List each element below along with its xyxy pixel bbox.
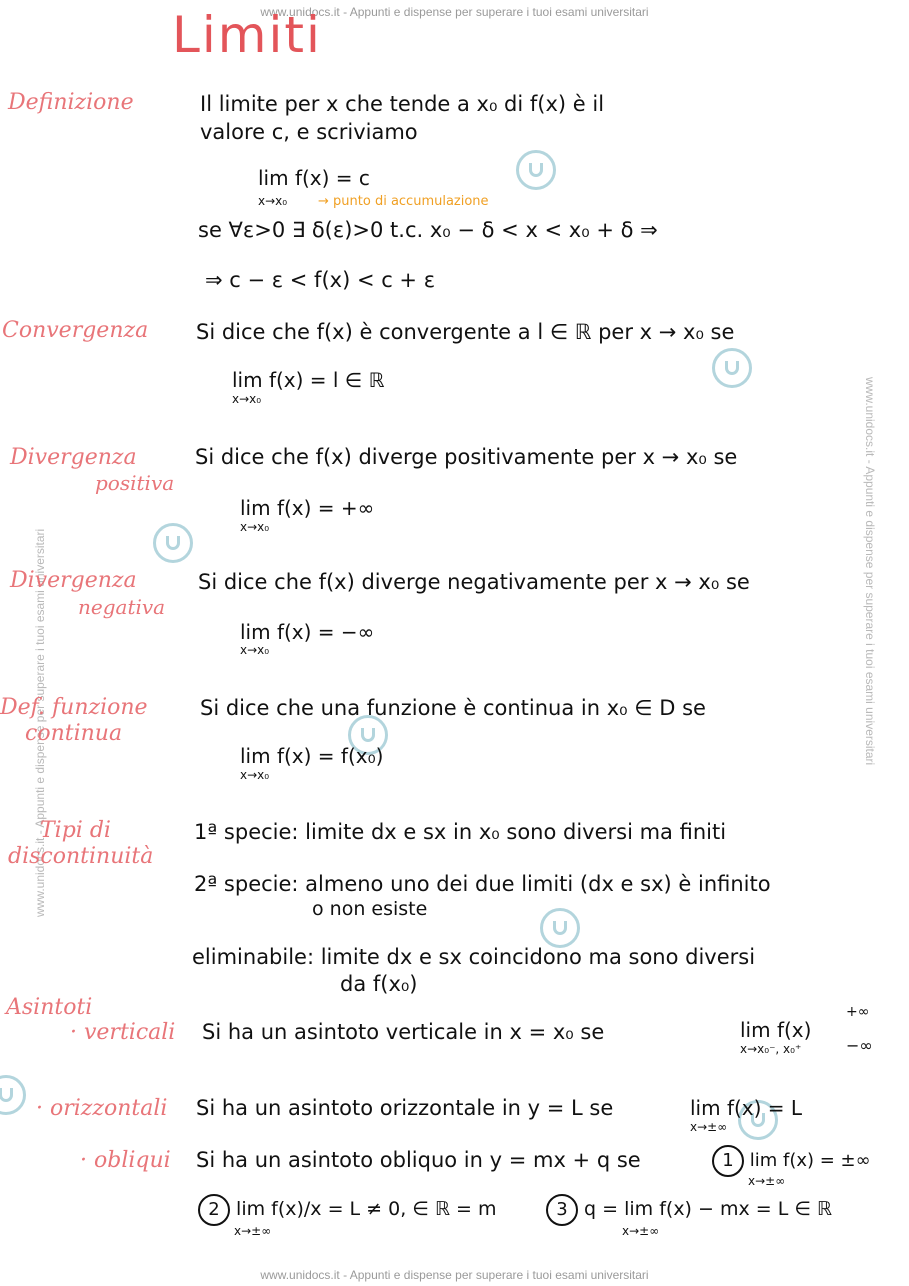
vert-minus: −∞ (846, 1036, 873, 1055)
circle-3: 3 (546, 1194, 578, 1226)
watermark-right: www.unidocs.it - Appunti e dispense per superare i tuoi esami universitari (863, 377, 877, 766)
oriz-formula: lim f(x) = L (690, 1096, 803, 1120)
label-div-pos-2: positiva (95, 471, 175, 495)
label-verticali: · verticali (70, 1020, 176, 1045)
def-line1: Il limite per x che tende a x₀ di f(x) è il (200, 92, 605, 116)
obl-cond1 (712, 1145, 871, 1177)
oriz-text: Si ha un asintoto orizzontale in y = L se (196, 1096, 614, 1120)
vert-plus: +∞ (846, 1004, 870, 1020)
def-formula-sub: x→x₀ (258, 194, 288, 208)
label-asintoti: Asintoti (6, 995, 93, 1020)
divpos-text: Si dice che f(x) diverge positivamente per x → x₀ se (195, 445, 738, 469)
conv-text: Si dice che f(x) è convergente a l ∈ ℝ per x → x₀ se (196, 320, 735, 344)
unidocs-logo-icon (540, 908, 580, 948)
conv-formula: lim f(x) = l ∈ ℝ (232, 368, 385, 392)
oriz-formula-sub: x→±∞ (690, 1120, 728, 1134)
obl-cond2 (198, 1194, 496, 1226)
def-annotation: → punto di accumulazione (318, 194, 489, 209)
watermark-left: www.unidocs.it - Appunti e dispense per superare i tuoi esami universitari (33, 528, 47, 917)
label-obliqui: · obliqui (80, 1148, 171, 1173)
obl-text: Si ha un asintoto obliquo in y = mx + q se (196, 1148, 641, 1172)
label-continua-1: Def. funzione (0, 695, 148, 720)
obl-f2-sub: x→±∞ (234, 1224, 272, 1238)
unidocs-logo-icon (0, 1075, 26, 1115)
divneg-formula-sub: x→x₀ (240, 643, 270, 657)
label-definizione: Definizione (8, 90, 134, 115)
elim-a: eliminabile: limite dx e sx coincidono ma sono diversi (192, 945, 756, 969)
vert-formula-sub: x→x₀⁻, x₀⁺ (740, 1042, 802, 1056)
divneg-text: Si dice che f(x) diverge negativamente per x → x₀ se (198, 570, 750, 594)
label-discont-2: discontinuità (8, 844, 154, 869)
label-div-pos-1: Divergenza (10, 445, 137, 470)
watermark-top: www.unidocs.it - Appunti e dispense per superare i tuoi esami universitari (260, 5, 649, 19)
unidocs-logo-icon (712, 348, 752, 388)
specie2-a: 2ª specie: almeno uno dei due limiti (dx e sx) è infinito (194, 872, 771, 896)
cont-formula: lim f(x) = f(x₀) (240, 744, 384, 768)
watermark-bottom: www.unidocs.it - Appunti e dispense per superare i tuoi esami universitari (260, 1268, 649, 1282)
label-div-neg-1: Divergenza (10, 568, 137, 593)
cont-formula-sub: x→x₀ (240, 768, 270, 782)
label-convergenza: Convergenza (2, 318, 149, 343)
label-div-neg-2: negativa (78, 595, 166, 619)
unidocs-logo-icon (153, 523, 193, 563)
label-continua-2: continua (25, 721, 123, 746)
obl-f3-sub: x→±∞ (622, 1224, 660, 1238)
label-discont-1: Tipi di (40, 818, 111, 843)
conv-formula-sub: x→x₀ (232, 392, 262, 406)
elim-b: da f(x₀) (340, 972, 418, 996)
page-title: Limiti (172, 6, 322, 64)
def-result: ⇒ c − ε < f(x) < c + ε (205, 268, 436, 292)
divneg-formula: lim f(x) = −∞ (240, 620, 375, 644)
divpos-formula-sub: x→x₀ (240, 520, 270, 534)
circle-1: 1 (712, 1145, 744, 1177)
specie1: 1ª specie: limite dx e sx in x₀ sono diversi ma finiti (194, 820, 727, 844)
cont-text: Si dice che una funzione è continua in x₀ ∈ D se (200, 696, 706, 720)
def-line2: valore c, e scriviamo (200, 120, 418, 144)
specie2-b: o non esiste (312, 898, 428, 920)
obl-cond3 (546, 1194, 832, 1226)
def-formula: lim f(x) = c (258, 166, 370, 190)
obl-f1-sub: x→±∞ (748, 1174, 786, 1188)
unidocs-logo-icon (516, 150, 556, 190)
obl-f2: lim f(x)/x = L ≠ 0, ∈ ℝ = m (236, 1198, 497, 1220)
circle-2: 2 (198, 1194, 230, 1226)
def-annotation-text: punto di accumulazione (333, 194, 489, 209)
vert-text: Si ha un asintoto verticale in x = x₀ se (202, 1020, 605, 1044)
label-orizzontali: · orizzontali (36, 1096, 168, 1121)
divpos-formula: lim f(x) = +∞ (240, 496, 375, 520)
obl-f3: q = lim f(x) − mx = L ∈ ℝ (584, 1198, 832, 1220)
def-condition: se ∀ε>0 ∃ δ(ε)>0 t.c. x₀ − δ < x < x₀ + δ ⇒ (198, 218, 658, 242)
obl-f1: lim f(x) = ±∞ (749, 1150, 871, 1171)
vert-formula: lim f(x) (740, 1018, 812, 1042)
